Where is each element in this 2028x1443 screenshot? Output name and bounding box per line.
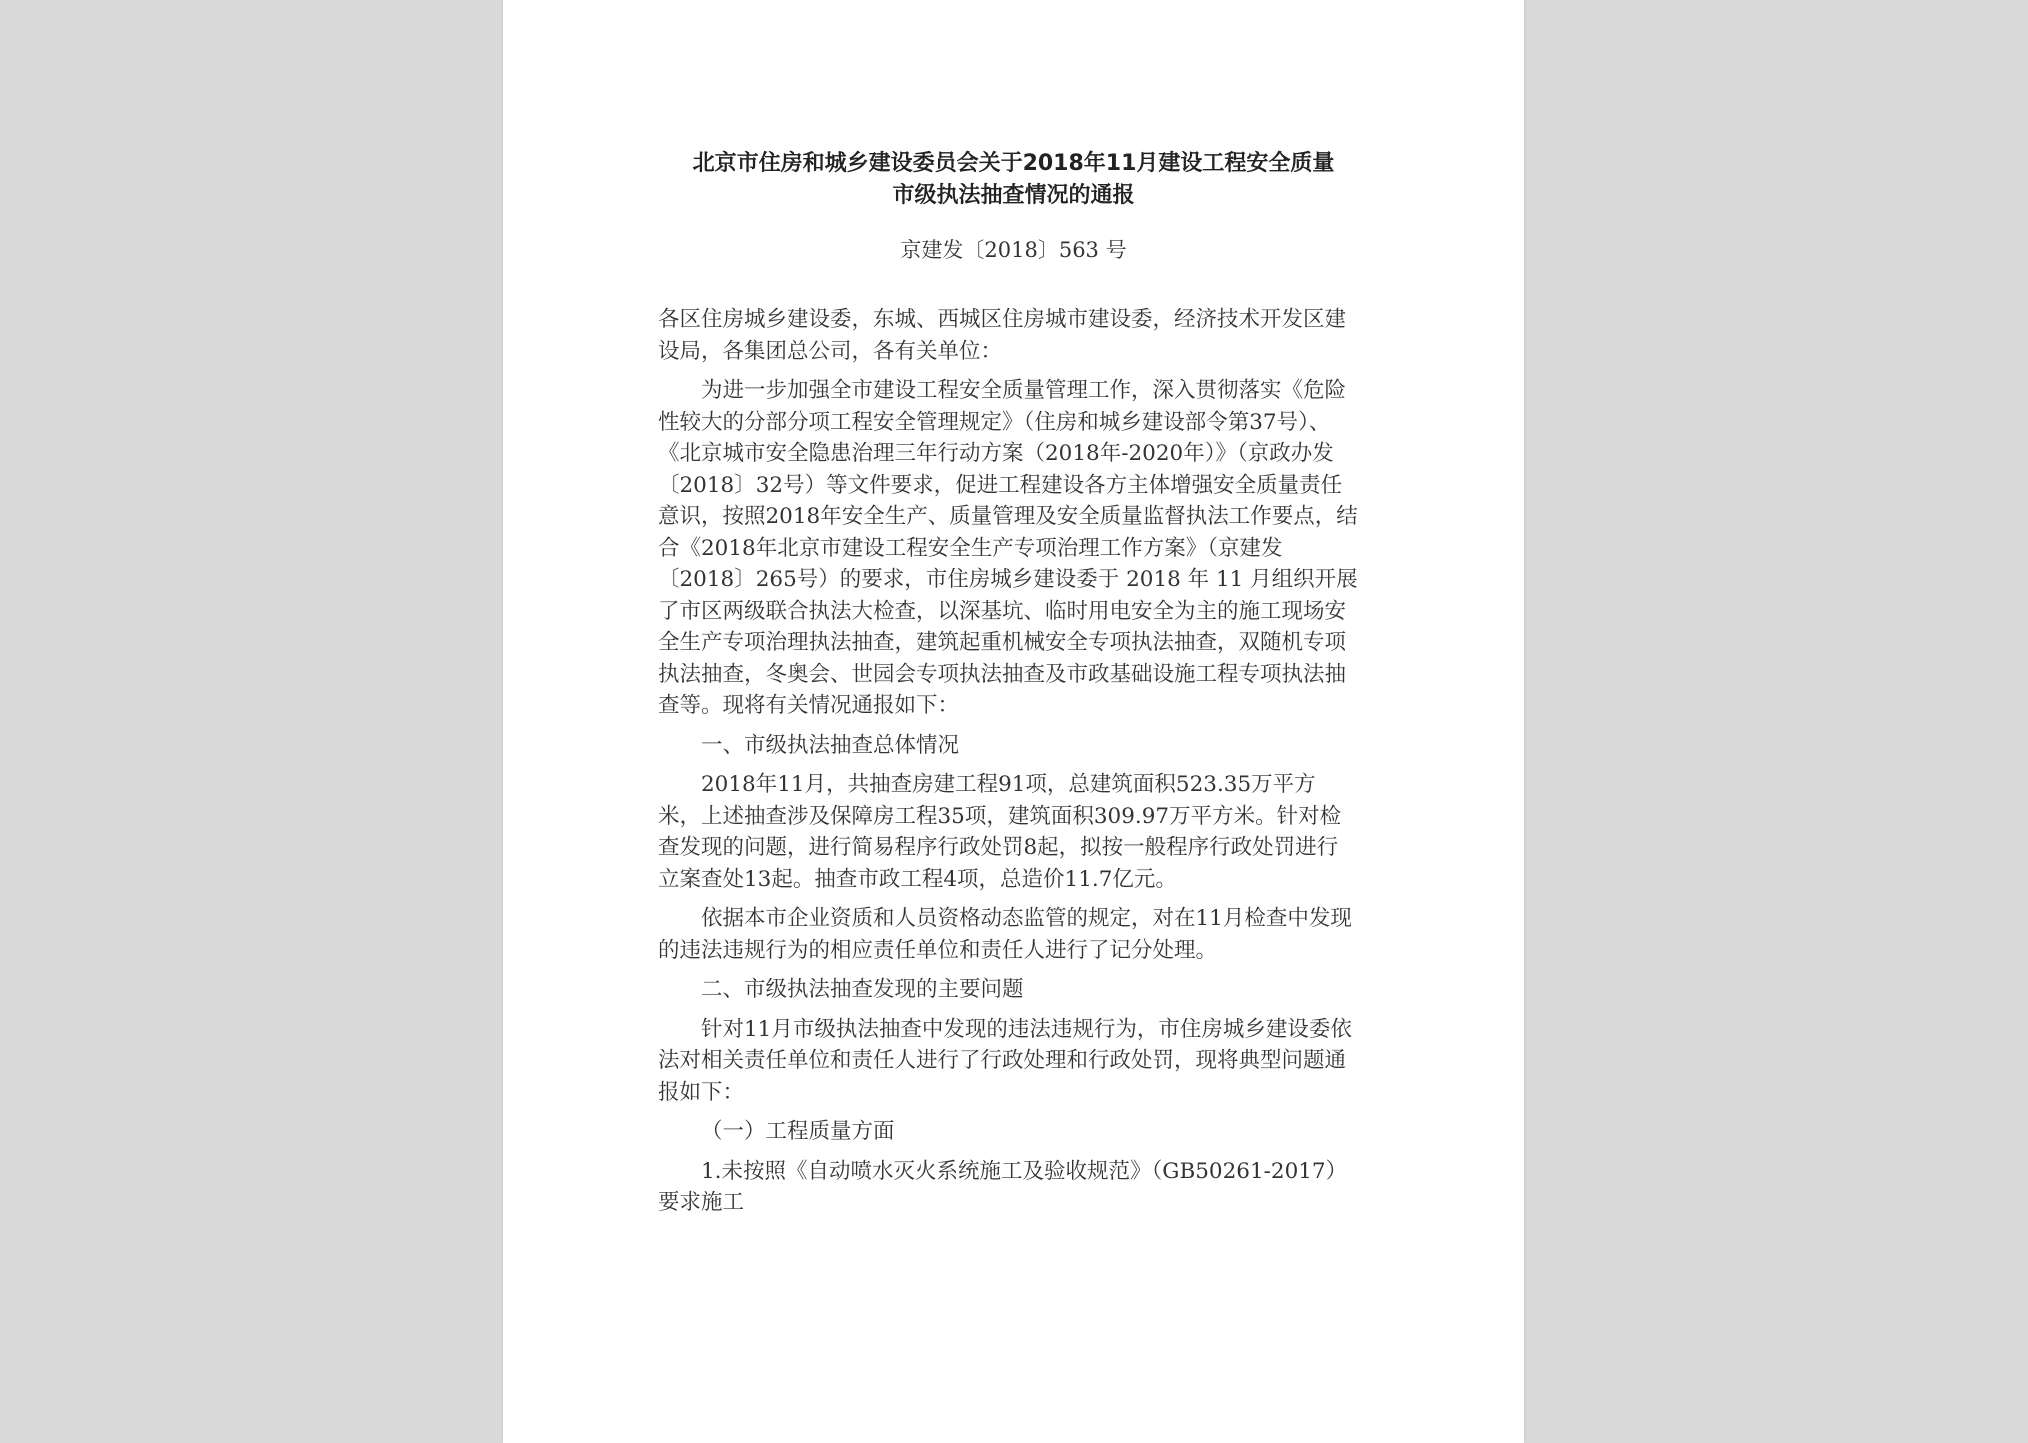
salutation: 各区住房城乡建设委，东城、西城区住房城市建设委，经济技术开发区建设局，各集团总公司，各有关单位： xyxy=(658,307,1347,364)
paragraph-overview: 2018年11月，共抽查房建工程91项，总建筑面积523.35万平方米，上述抽查涉及保障房工程35项，建筑面积309.97万平方米。针对检查发现的问题，进行简易程序行政处罚8起，拟按一般程序行政处罚进行立案查处13起。抽查市政工程4项，总造价11.7亿元。 xyxy=(658,772,1342,892)
title-line-2: 市级执法抽查情况的通报 xyxy=(892,183,1135,208)
section-heading-1: 一、市级执法抽查总体情况 xyxy=(701,732,960,758)
section-heading-2: 二、市级执法抽查发现的主要问题 xyxy=(701,977,1024,1002)
paragraph-intro: 为进一步加强全市建设工程安全质量管理工作，深入贯彻落实《危险性较大的分部分项工程安全管理规定》（住房和城乡建设部令第37号）、《北京城市安全隐患治理三年行动方案（2018年-2020年）》（京政办发〔2018〕32号）等文件要求，促进工程建设各方主体增强安全质量责任意识，按照2018年安全生产、质量管理及安全质量监督执法工作要点，结合《2018年北京市建设工程安全生产专项治理工作方案》（京建发〔2018〕265号）的要求，市住房城乡建设委于 2018 年 11 月组织开展了市区两级联合执法大检查，以深基坑、临时用电安全为主的施工现场安全生产专项治理执法抽查，建筑起重机械安全专项执法抽查，双随机专项执法抽查，冬奥会、世园会专项执法抽查及市政基础设施工程专项执法抽查等。现将有关情况通报如下： xyxy=(658,378,1358,718)
list-item-1: 1.未按照《自动喷水灭火系统施工及验收规范》（GB50261-2017）要求施工 xyxy=(658,1158,1348,1215)
paragraph-scoring: 依据本市企业资质和人员资格动态监管的规定，对在11月检查中发现的违法违规行为的相应责任单位和责任人进行了记分处理。 xyxy=(658,906,1352,963)
document-page xyxy=(503,0,1524,1443)
document-number: 京建发〔2018〕563 号 xyxy=(900,238,1127,262)
document-body xyxy=(658,304,1358,1227)
subsection-heading-quality: （一）工程质量方面 xyxy=(701,1119,895,1144)
paragraph-problems: 针对11月市级执法抽查中发现的违法违规行为，市住房城乡建设委依法对相关责任单位和责任人进行了行政处理和行政处罚，现将典型问题通报如下： xyxy=(658,1016,1352,1105)
document-title xyxy=(503,148,1524,212)
title-line-1: 北京市住房和城乡建设委员会关于2018年11月建设工程安全质量 xyxy=(692,151,1335,176)
